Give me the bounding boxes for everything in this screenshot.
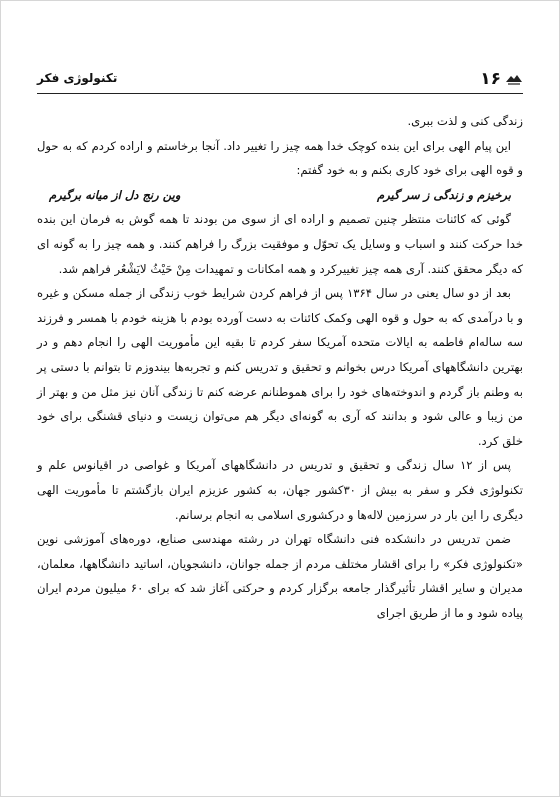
poem-hemistich-left: وین رنج دل از میانه برگیرم [49, 187, 181, 202]
poem-hemistich-right: برخیزم و زندگی ز سر گیرم [376, 187, 511, 202]
paragraph-3: گوئی که کائنات منتظر چنین تصمیم و اراده ای از سوی من بودند تا همه گوش به فرمان این بنده خدا حرکت کنند و اسباب و وسایل یک تحوّل و موفقیت بزرگ را فراهم کنند. و همه چیز را به گونه ای که دیگر محقق کنند. آری همه چیز تغییرکرد و همه امکانات و تمهیدات مِنْ حَیْثُ لایَشْعُر فراهم شد. [37, 212, 523, 276]
page-number: ۱۶ [480, 69, 501, 89]
page-header [37, 67, 523, 94]
paragraph-1: زندگی کنی و لذت ببری. [407, 114, 523, 128]
page-body [37, 109, 523, 776]
poem-verse [37, 183, 523, 208]
paragraph-6: ضمن تدریس در دانشکده فنی دانشگاه تهران در رشته مهندسی صنایع، دوره‌های آموزشی نوین «تکنولوژی فکر» را برای اقشار مختلف مردم از جمله جوانان، دانشجویان، اساتید دانشگاهها، معلمان، مدیران و سایر اقشار تأثیرگذار جامعه برگزار کردم و حرکتی آغاز شد که برای ۶۰ میلیون مردم ایران پیاده شود و ما از طریق اجرای [37, 532, 524, 620]
book-title: تکنولوژی فکر [37, 71, 118, 85]
ornament-icon [505, 73, 523, 85]
paragraph-5: پس از ۱۲ سال زندگی و تحقیق و تدریس در دانشگاههای آمریکا و غواصی در اقیانوس علم و تکنولوژی فکر و سفر به بیش از ۳۰کشور جهان، به کشور عزیزم ایران بازگشتم تا مأموریت الهی دیگری را این بار در سرزمین لاله‌ها و درکشوری اسلامی به انجام برسانم. [37, 458, 523, 522]
paragraph-4: بعد از دو سال یعنی در سال ۱۳۶۴ پس از فراهم کردن شرایط خوب زندگی از جمله مسکن و غیره و با درآمدی که به حول و قوه الهی وکمک کائنات به دست آورده بودم با هزینه خودم با همسر و فرزند سه ساله‌ام فاطمه به ایالات متحده آمریکا سفر کردم تا بقیه این مأموریت الهی را انجام دهم و در بهترین دانشگاههای آمریکا درس بخوانم و تحقیق و تدریس کنم و تجربه‌ها بیندوزم تا بتوانم با دستی پر به وطنم باز گردم و اندوخته‌های خود را برای هموطنانم عرضه کنم تا زندگی آنان نیز مثل من و بهتر از من زیبا و عالی شود و بدانند که آری به گونه‌ای دیگر هم می‌توان زیست و دنیای قشنگی برای خود خلق کرد. [37, 286, 523, 448]
paragraph-2: این پیام الهی برای این بنده کوچک خدا همه چیز را تغییر داد. آنجا برخاستم و اراده کردم که به حول و قوه الهی برای خود کاری بکنم و به خود گفتم: [37, 138, 523, 178]
